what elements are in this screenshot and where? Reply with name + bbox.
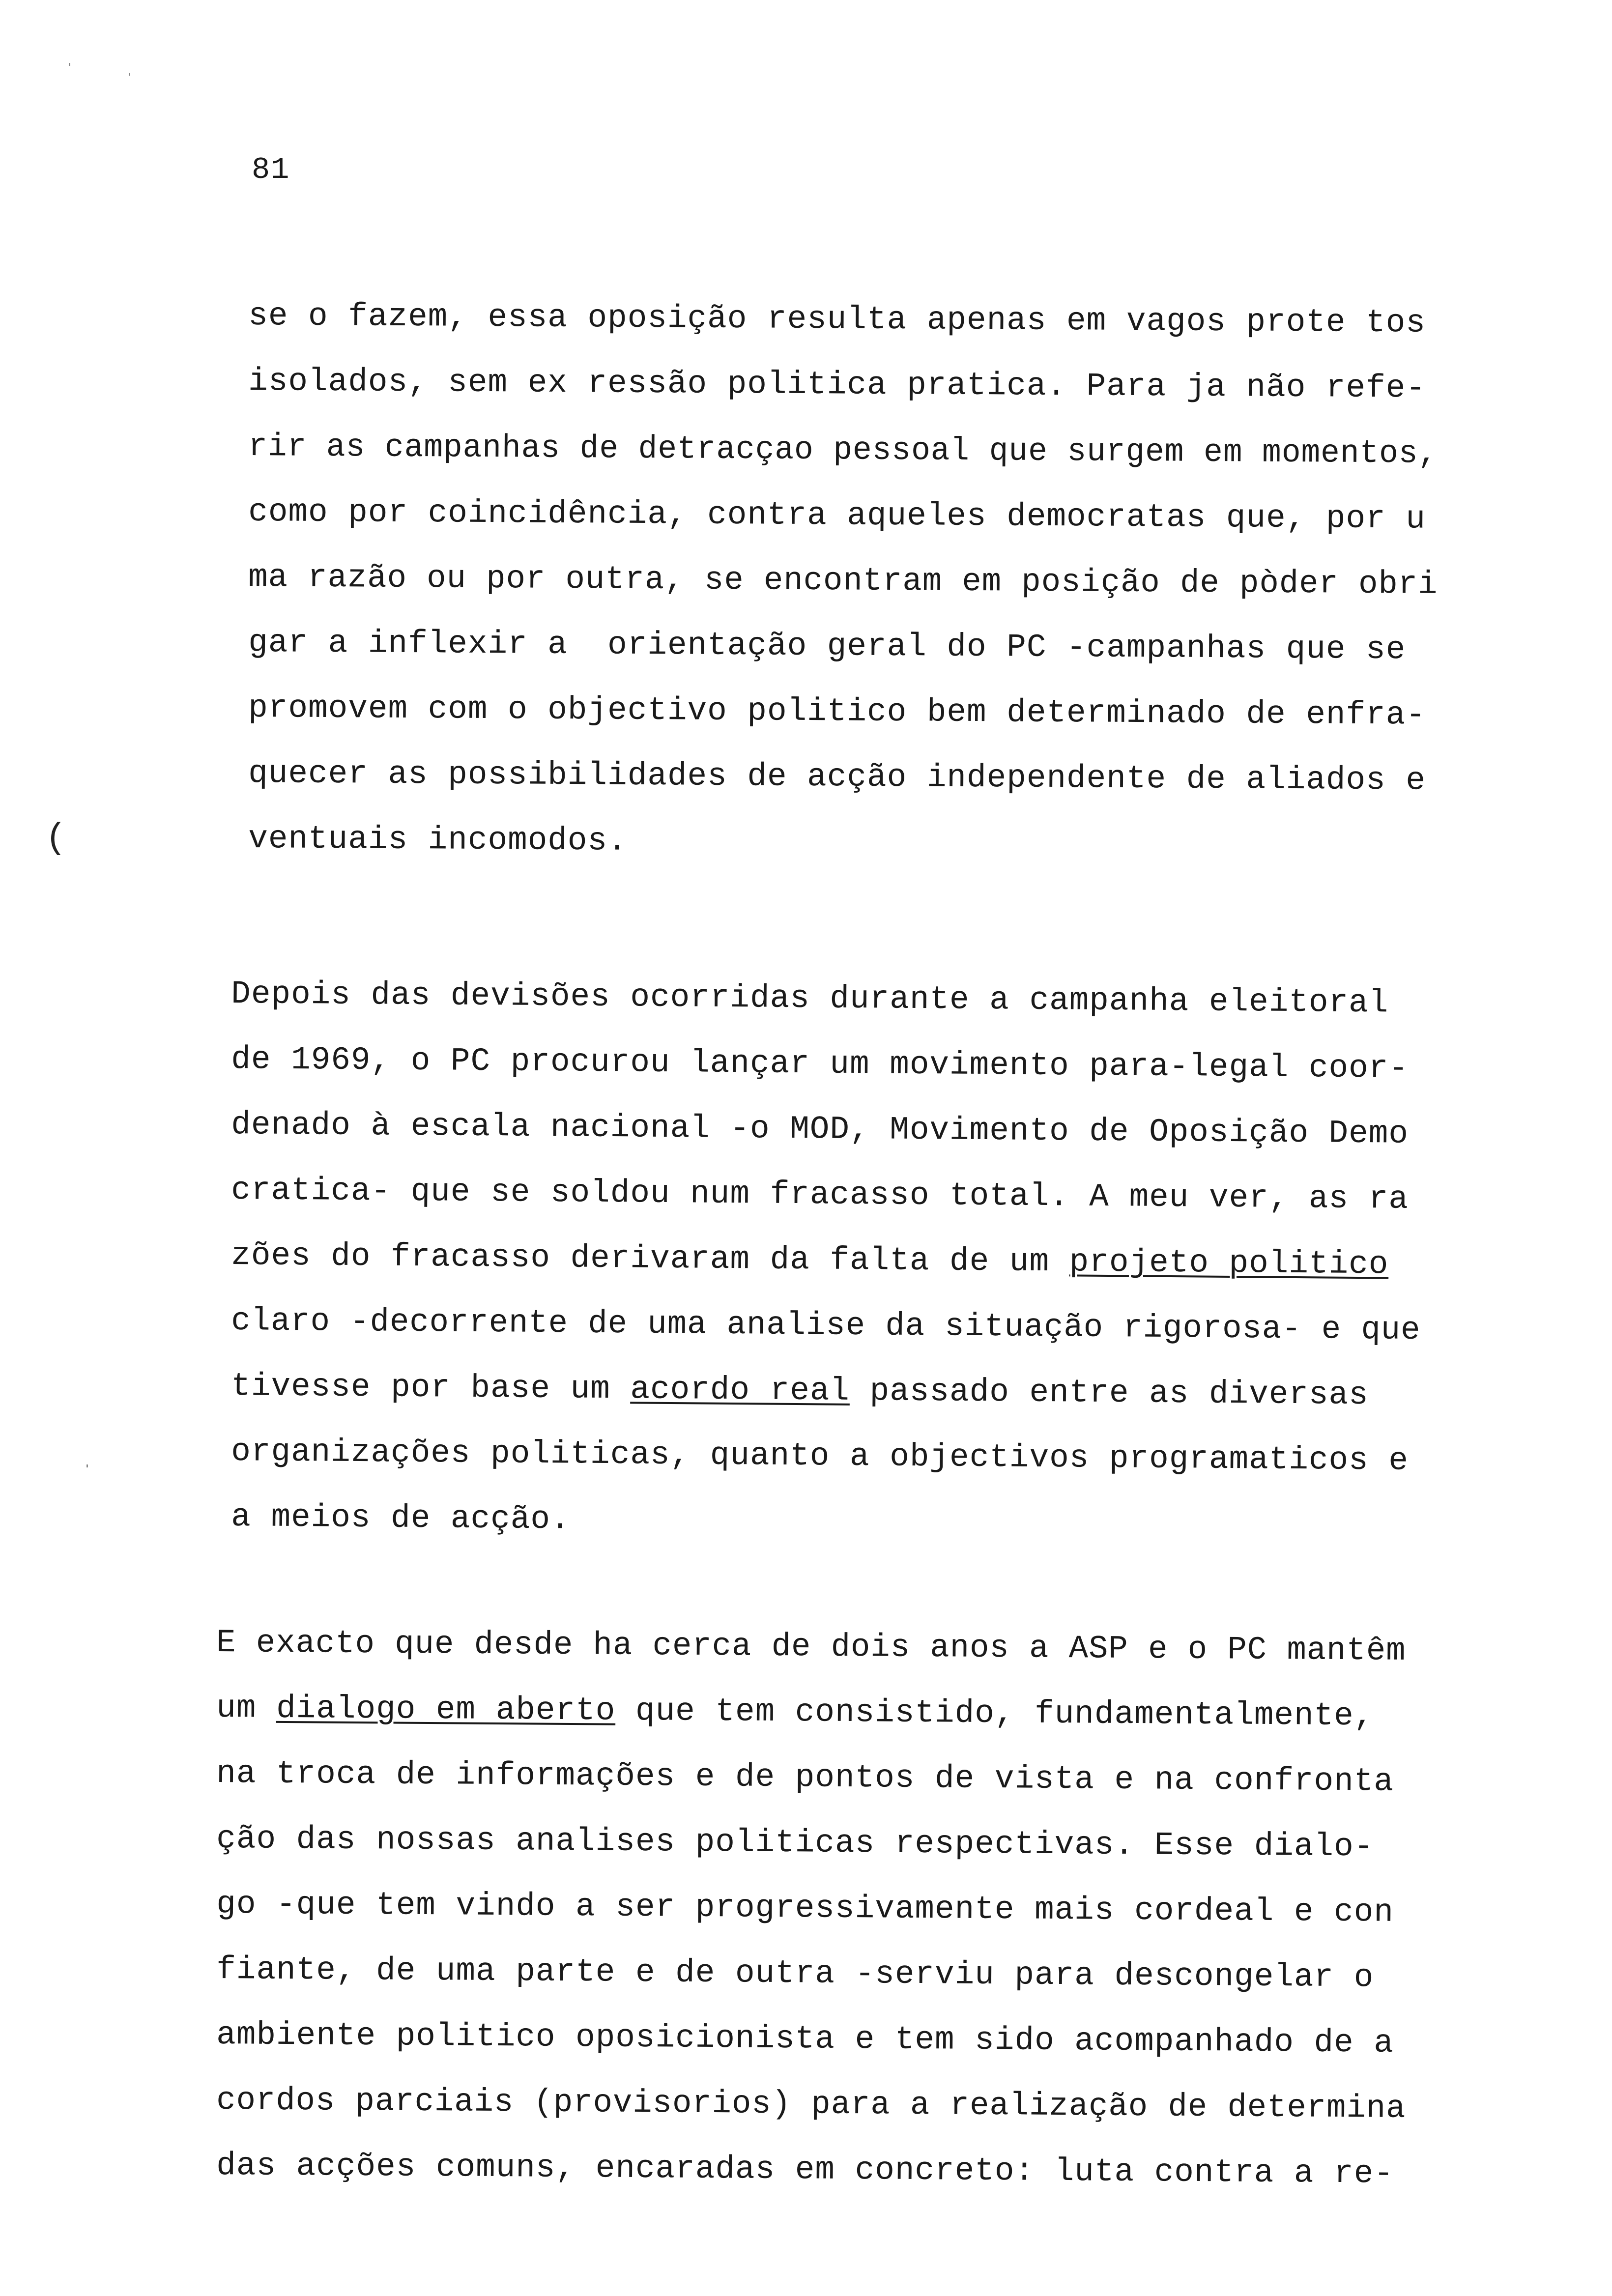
underlined-phrase: projeto politico — [1069, 1243, 1389, 1283]
text-line: ção das nossas analises politicas respectivas. Esse dialo- — [216, 1820, 1374, 1866]
text-line: na troca de informações e de pontos de vista e na confronta — [216, 1755, 1394, 1800]
text-line: E exacto que desde ha cerca de dois anos a ASP e o PC mantêm — [216, 1624, 1406, 1669]
paragraph — [248, 297, 1438, 888]
scan-speck — [129, 73, 130, 76]
underlined-phrase: acordo real — [630, 1371, 850, 1409]
underlined-phrase: dialogo em aberto — [276, 1690, 616, 1729]
margin-bracket-mark: ( — [45, 818, 67, 859]
text-line: quecer as possibilidades de acção independente de aliados e — [248, 755, 1426, 799]
text-line: das acções comuns, encaradas em concreto: luta contra a re- — [216, 2147, 1394, 2192]
text-line: go -que tem vindo a ser progressivamente mais cordeal e con — [216, 1886, 1394, 1931]
text-line: Depois das devisões ocorridas durante a campanha eleitoral — [230, 976, 1389, 1022]
text-line: zões do fracasso derivaram da falta de um projeto politico — [230, 1237, 1389, 1283]
text-line: tivesse por base um acordo real passado entre as diversas — [230, 1368, 1369, 1414]
text-line: de 1969, o PC procurou lançar um movimento para-legal coor- — [230, 1041, 1409, 1087]
text-line: rir as campanhas de detracçao pessoal que surgem em momentos, — [248, 428, 1438, 472]
page-number: 81 — [252, 152, 290, 187]
text-line: isolados, sem ex ressão politica pratica. Para ja não refe- — [248, 363, 1426, 407]
text-line: claro -decorrente de uma analise da situação rigorosa- e que — [230, 1302, 1421, 1349]
paragraph — [231, 978, 1420, 1566]
text-line: se o fazem, essa oposição resulta apenas em vagos prote tos — [248, 297, 1426, 342]
text-line: ventuais incomodos. — [248, 820, 628, 860]
scan-speck — [69, 63, 70, 66]
text-line: denado à escala nacional -o MOD, Movimento de Oposição Demo — [230, 1106, 1409, 1152]
text-line: fiante, de uma parte e de outra -serviu para descongelar o — [216, 1951, 1374, 1996]
text-line: promovem com o objectivo politico bem determinado de enfra- — [248, 689, 1426, 734]
text-line: cratica- que se soldou num fracasso total. A meu ver, as ra — [230, 1172, 1409, 1218]
text-line: ma razão ou por outra, se encontram em posição de pòder obri — [248, 559, 1438, 603]
text-line: como por coincidência, contra aqueles democratas que, por u — [248, 493, 1426, 538]
text-line: ambiente politico oposicionista e tem sido acompanhado de a — [216, 2016, 1394, 2062]
scan-speck — [86, 1464, 88, 1467]
text-line: a meios de acção. — [230, 1498, 571, 1538]
paragraph — [216, 1624, 1406, 2215]
text-line: um dialogo em aberto que tem consistido, fundamentalmente, — [216, 1690, 1374, 1735]
text-line: organizações politicas, quanto a objectivos programaticos e — [230, 1433, 1409, 1479]
text-line: gar a inflexir a orientação geral do PC -campanhas que se — [248, 624, 1406, 668]
text-line: cordos parciais (provisorios) para a realização de determina — [216, 2082, 1406, 2127]
